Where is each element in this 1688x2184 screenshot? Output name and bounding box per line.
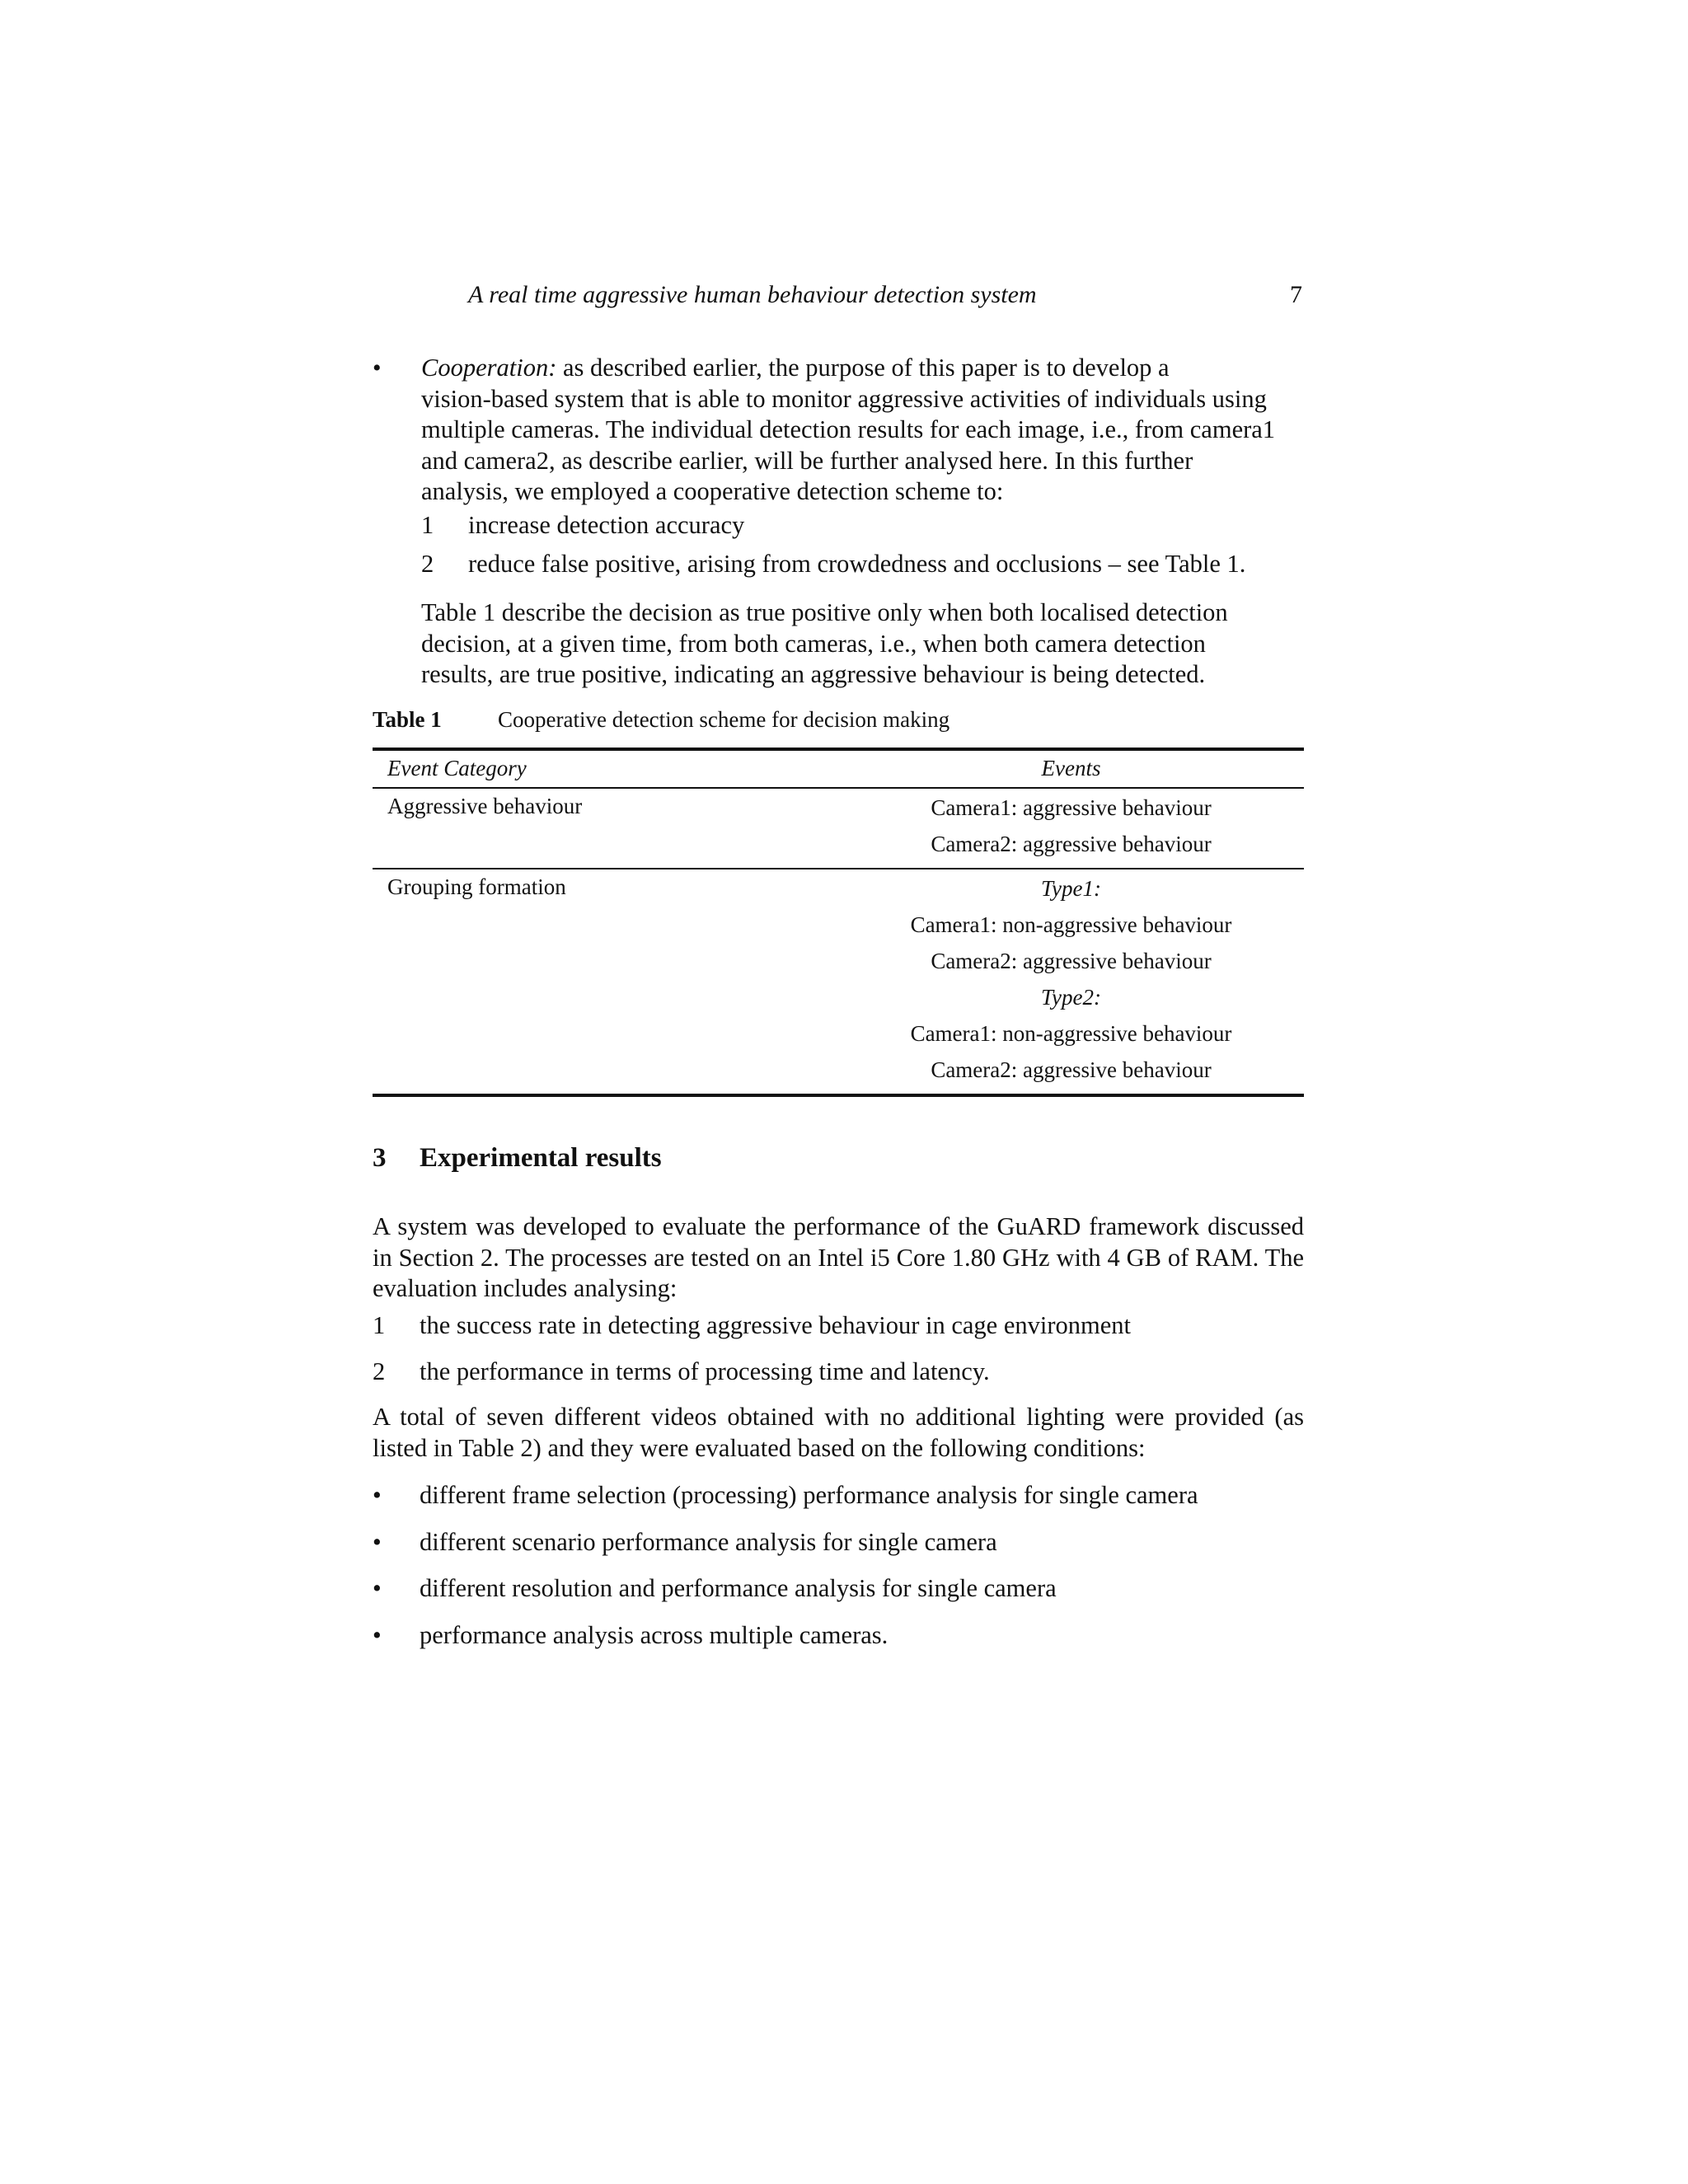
event-line: Camera1: non-aggressive behaviour (910, 1021, 1232, 1046)
list-item-text: different resolution and performance analysis for single camera (420, 1574, 1057, 1602)
cooperation-line: multiple cameras. The individual detection results for each image, i.e., from camera1 (421, 415, 1276, 443)
followup-line: Table 1 describe the decision as true positive only when both localised detection (421, 598, 1228, 626)
bullet-marker: • (373, 1620, 382, 1649)
cooperation-term: Cooperation: (421, 354, 557, 382)
table-label: Table 1 (373, 707, 442, 732)
table-caption-text: Cooperative detection scheme for decision making (498, 707, 950, 732)
event-line: Camera1: non-aggressive behaviour (910, 912, 1232, 937)
list-item-number: 1 (421, 511, 434, 539)
videos-paragraph: A total of seven different videos obtained with no additional lighting were provided (as listed in Table 2) and they were evaluated based on the following conditions: (373, 1403, 1304, 1462)
running-header (468, 279, 1302, 312)
event-line: Camera2: aggressive behaviour (931, 949, 1212, 973)
table-row (373, 869, 1304, 1094)
row-category: Aggressive behaviour (387, 794, 583, 818)
running-title: A real time aggressive human behaviour detection system (468, 281, 1037, 308)
list-item (373, 1620, 1304, 1667)
list-item-text: different frame selection (processing) performance analysis for single camera (420, 1481, 1198, 1509)
bullet-marker: • (373, 1527, 382, 1556)
list-item-number: 2 (421, 550, 434, 578)
table-header-row (373, 751, 1304, 789)
list-item-text: the performance in terms of processing time and latency. (420, 1357, 990, 1385)
list-item (373, 1310, 1304, 1357)
row-events (838, 789, 1304, 868)
row-events (838, 869, 1304, 1094)
page-number: 7 (1290, 281, 1302, 308)
list-item (373, 1527, 1304, 1574)
event-line: Camera2: aggressive behaviour (931, 832, 1212, 856)
event-line: Camera2: aggressive behaviour (931, 1057, 1212, 1082)
cooperation-line-text: as described earlier, the purpose of this paper is to develop a (556, 354, 1170, 382)
section-intro-paragraph: A system was developed to evaluate the performance of the GuARD framework discussed in Section 2. The processes are tested on an Intel i5 Core 1.80 GHz with 4 GB of RAM. The evaluation includes analysing: (373, 1212, 1304, 1302)
list-item-text: reduce false positive, arising from crowdedness and occlusions – see Table 1. (468, 550, 1246, 578)
list-item (373, 1357, 1304, 1403)
cooperation-line: and camera2, as describe earlier, will be further analysed here. In this further (421, 446, 1193, 475)
bullet-marker: • (373, 1481, 382, 1509)
evaluation-list (373, 1310, 1304, 1403)
followup-line: results, are true positive, indicating an aggressive behaviour is being detected. (421, 660, 1206, 688)
bullet-marker: • (373, 354, 382, 382)
list-item-number: 2 (373, 1357, 386, 1385)
section-number: 3 (373, 1143, 387, 1173)
cooperation-line: vision-based system that is able to monitor aggressive activities of individuals using (421, 384, 1267, 413)
cooperation-numbered-list (421, 510, 1303, 588)
cooperation-paragraph (421, 353, 1303, 508)
list-item-text: increase detection accuracy (468, 511, 745, 539)
section-title: Experimental results (420, 1143, 662, 1173)
list-item (421, 510, 1303, 549)
table-row (373, 789, 1304, 869)
list-item-text: different scenario performance analysis for single camera (420, 1527, 997, 1556)
event-type-label: Type1: (1041, 876, 1101, 901)
bullet-marker: • (373, 1574, 382, 1602)
detection-scheme-table (373, 748, 1304, 1097)
list-item (373, 1573, 1304, 1620)
cooperation-line: analysis, we employed a cooperative detection scheme to: (421, 477, 1004, 505)
row-category: Grouping formation (387, 874, 566, 899)
list-item-text: the success rate in detecting aggressive behaviour in cage environment (420, 1311, 1131, 1339)
list-item (421, 549, 1303, 588)
cooperation-line (421, 353, 1303, 384)
event-line: Camera1: aggressive behaviour (931, 795, 1212, 820)
followup-line: decision, at a given time, from both cameras, i.e., when both camera detection (421, 629, 1206, 658)
event-type-label: Type2: (1041, 985, 1101, 1010)
column-header-events: Events (1041, 756, 1101, 780)
column-header-event-category: Event Category (387, 756, 527, 780)
cooperation-followup (421, 598, 1303, 691)
conditions-list (373, 1480, 1304, 1666)
list-item (373, 1480, 1304, 1527)
list-item-number: 1 (373, 1311, 386, 1339)
list-item-text: performance analysis across multiple cameras. (420, 1620, 889, 1649)
